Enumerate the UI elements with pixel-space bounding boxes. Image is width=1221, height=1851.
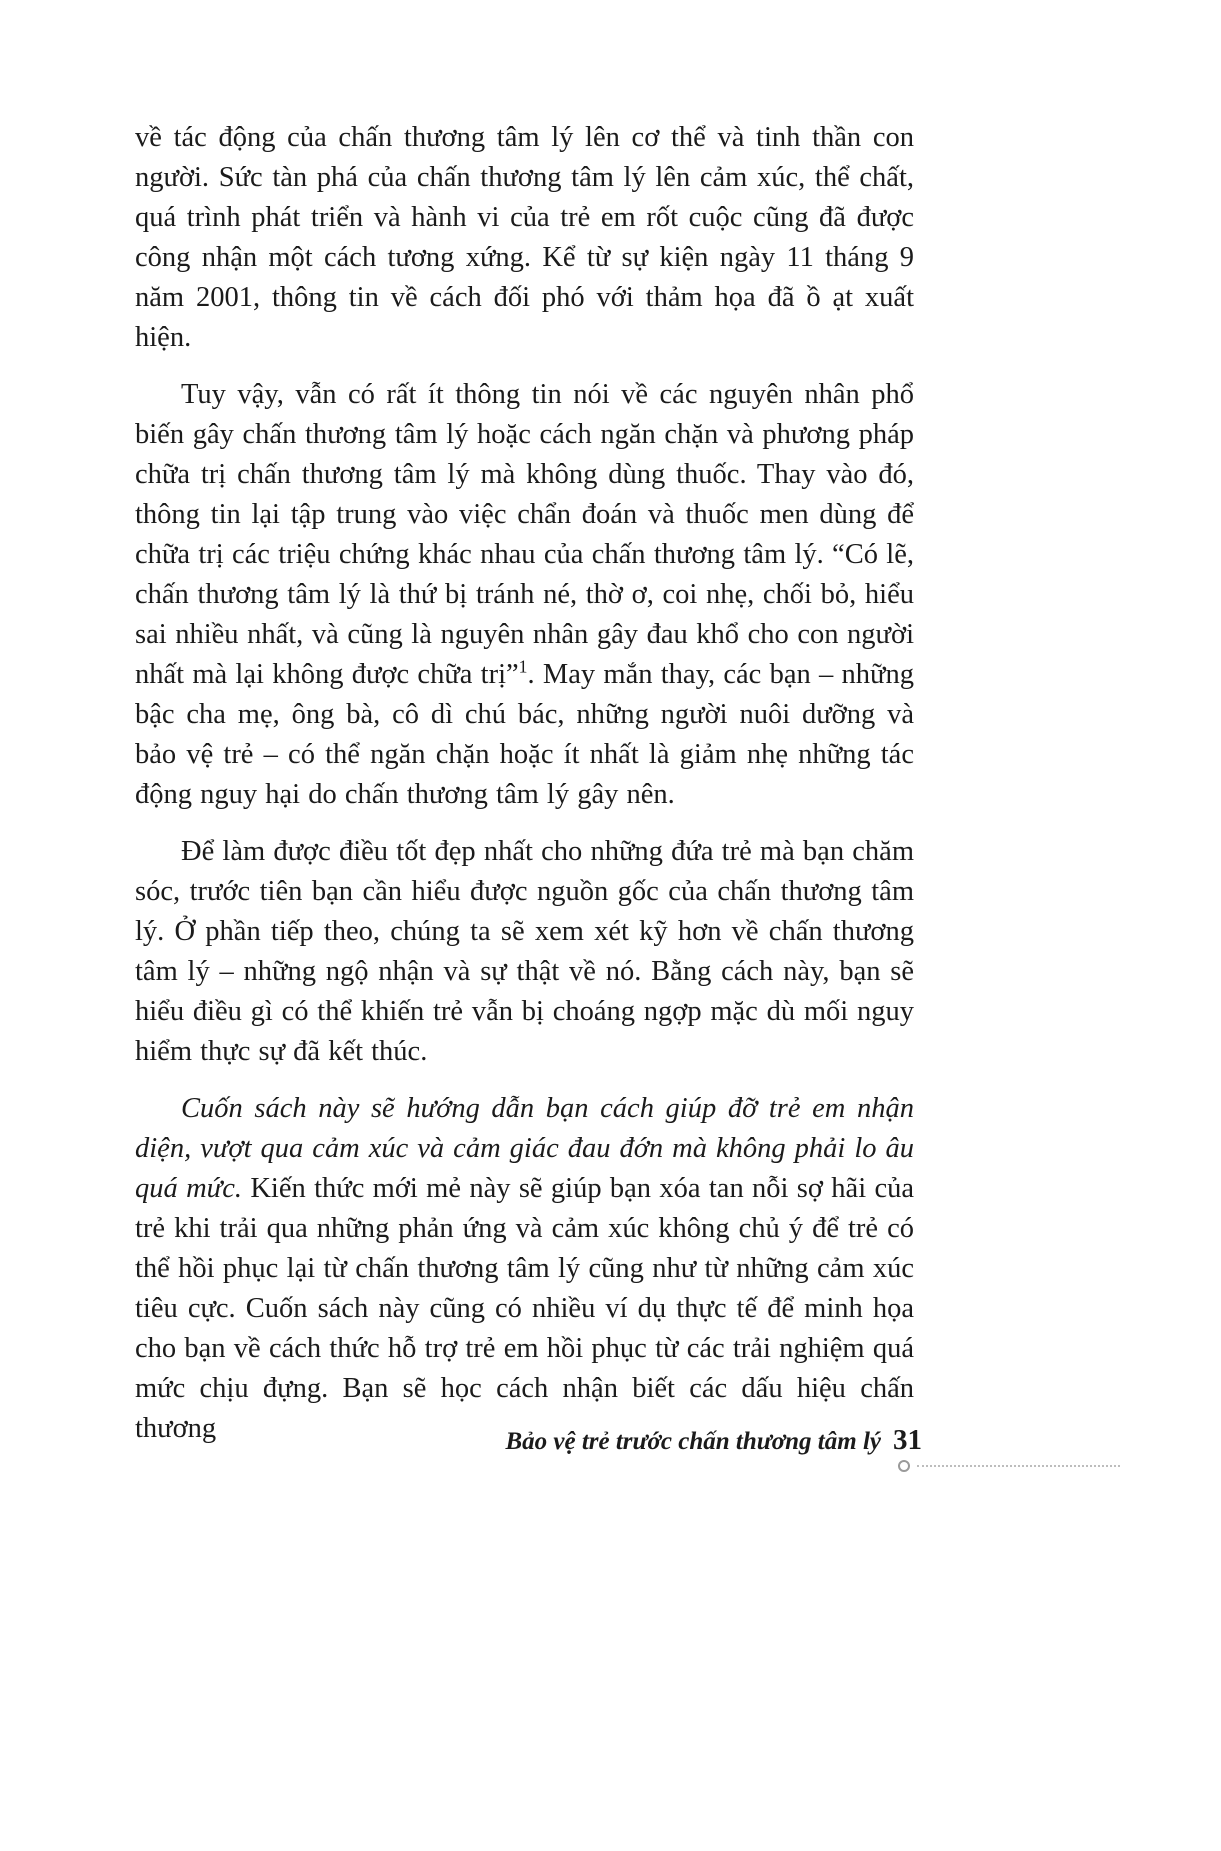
page-number: 31: [893, 1424, 922, 1456]
paragraph-4: [135, 1089, 914, 1449]
paragraph-2: [135, 375, 914, 815]
footnote-marker-1: 1: [518, 656, 528, 677]
footer-decoration: [898, 1460, 1120, 1472]
page-body: [135, 118, 914, 1466]
decoration-dotted-line: [917, 1465, 1120, 1467]
paragraph-2-text-continued: . May mắn thay, các bạn – những bậc cha mẹ, ông bà, cô dì chú bác, những người nuôi dưỡng và bảo vệ trẻ – có thể ngăn chặn hoặc ít nhất là giảm nhẹ những tác động nguy hại do chấn thương tâm lý gây nên.: [135, 659, 914, 810]
paragraph-3: Để làm được điều tốt đẹp nhất cho những đứa trẻ mà bạn chăm sóc, trước tiên bạn cần hiểu được nguồn gốc của chấn thương tâm lý. Ở phần tiếp theo, chúng ta sẽ xem xét kỹ hơn về chấn thương tâm lý – những ngộ nhận và sự thật về nó. Bằng cách này, bạn sẽ hiểu điều gì có thể khiến trẻ vẫn bị choáng ngợp mặc dù mối nguy hiểm thực sự đã kết thúc.: [135, 836, 914, 1067]
paragraph-4-text: Kiến thức mới mẻ này sẽ giúp bạn xóa tan nỗi sợ hãi của trẻ khi trải qua những phản ứng và cảm xúc không chủ ý để trẻ có thể hồi phục lại từ chấn thương tâm lý cũng như từ những cảm xúc tiêu cực. Cuốn sách này cũng có nhiều ví dụ thực tế để minh họa cho bạn về cách thức hỗ trợ trẻ em hồi phục từ các trải nghiệm quá mức chịu đựng. Bạn sẽ học cách nhận biết các dấu hiệu chấn thương: [135, 1173, 915, 1444]
page-footer: [135, 1424, 922, 1457]
decoration-circle-icon: [898, 1460, 910, 1472]
paragraph-4-italic-lead: Cuốn sách này sẽ hướng dẫn bạn cách giúp đỡ trẻ em nhận diện, vượt qua cảm xúc và cảm giác đau đớn mà không phải lo âu quá mức.: [135, 1093, 914, 1204]
running-title: Bảo vệ trẻ trước chấn thương tâm lý: [505, 1428, 881, 1455]
paragraph-continuation: về tác động của chấn thương tâm lý lên cơ thể và tinh thần con người. Sức tàn phá của chấn thương tâm lý lên cảm xúc, thể chất, quá trình phát triển và hành vi của trẻ em rốt cuộc cũng đã được công nhận một cách tương xứng. Kể từ sự kiện ngày 11 tháng 9 năm 2001, thông tin về cách đối phó với thảm họa đã ồ ạt xuất hiện.: [135, 122, 914, 353]
paragraph-2-text: Tuy vậy, vẫn có rất ít thông tin nói về các nguyên nhân phổ biến gây chấn thương tâm lý hoặc cách ngăn chặn và phương pháp chữa trị chấn thương tâm lý mà không dùng thuốc. Thay vào đó, thông tin lại tập trung vào việc chẩn đoán và thuốc men dùng để chữa trị các triệu chứng khác nhau của chấn thương tâm lý. “Có lẽ, chấn thương tâm lý là thứ bị tránh né, thờ ơ, coi nhẹ, chối bỏ, hiểu sai nhiều nhất, và cũng là nguyên nhân gây đau khổ cho con người nhất mà lại không được chữa trị”: [135, 379, 914, 690]
